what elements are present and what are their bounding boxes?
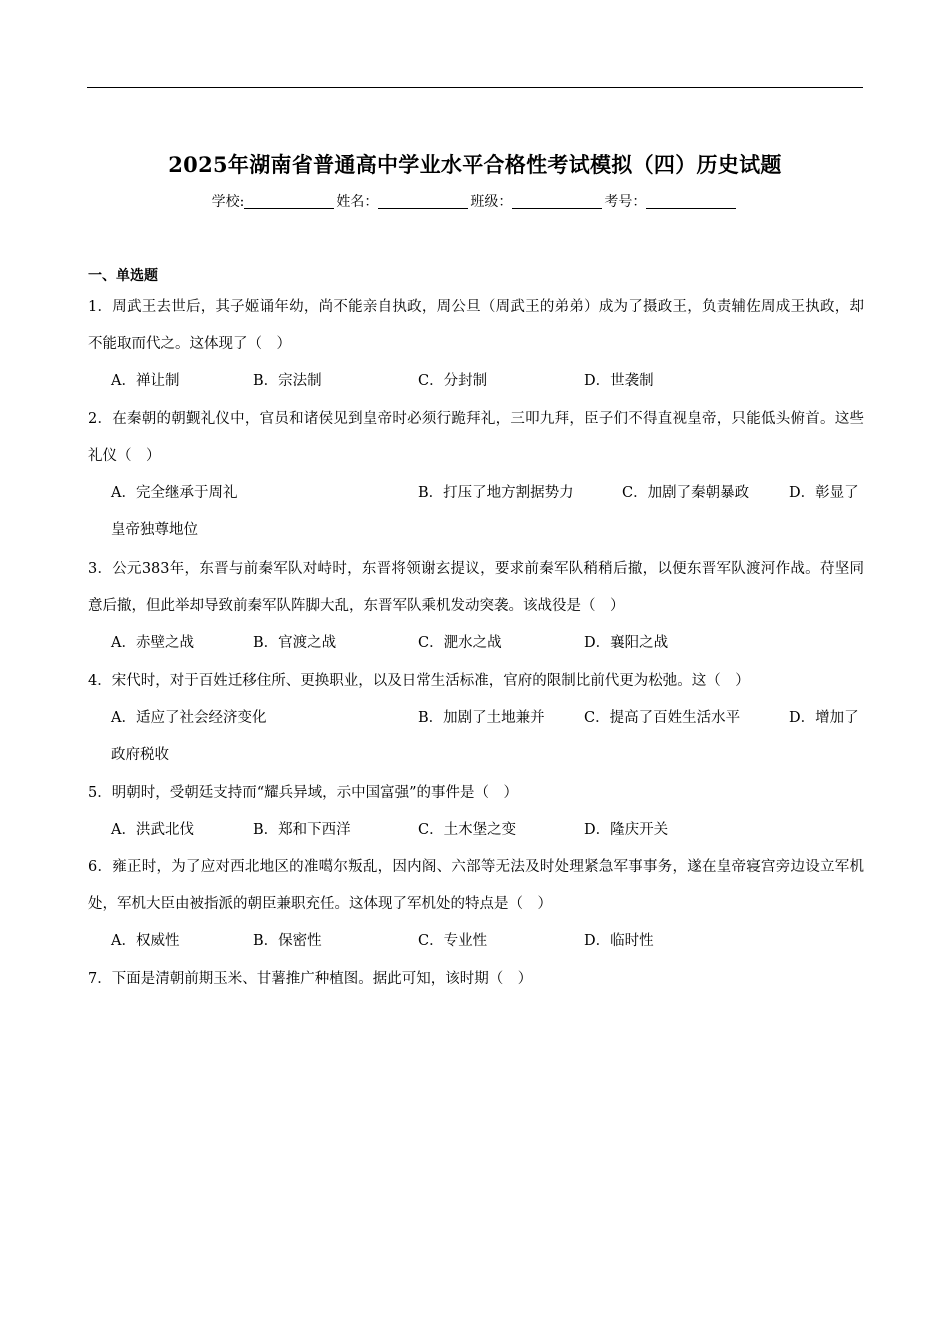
option-a[interactable]: A．适应了社会经济变化	[111, 710, 267, 726]
question-1	[88, 289, 864, 400]
question-4-options	[88, 700, 864, 737]
name-label: 姓名：	[336, 194, 379, 210]
option-c[interactable]: C．土木堡之变	[418, 822, 517, 838]
question-2	[88, 401, 864, 549]
question-6	[88, 849, 864, 960]
option-b[interactable]: B．官渡之战	[253, 635, 337, 651]
option-d-continuation: 政府税收	[111, 747, 169, 763]
option-a[interactable]: A．完全继承于周礼	[111, 485, 238, 501]
option-b[interactable]: B．保密性	[253, 933, 322, 949]
option-a[interactable]: A．权威性	[111, 933, 180, 949]
option-d[interactable]: D．临时性	[584, 933, 654, 949]
option-d[interactable]: D．襄阳之战	[584, 635, 669, 651]
question-7-stem: 7．下面是清朝前期玉米、甘薯推广种植图。据此可知，该时期（ ）	[88, 971, 533, 987]
question-7	[88, 961, 864, 998]
header-rule	[87, 87, 863, 88]
question-5-options	[88, 812, 864, 849]
section-heading: 一、单选题	[88, 268, 158, 284]
option-c[interactable]: C．加剧了秦朝暴政	[622, 485, 750, 501]
question-6-stem: 6．雍正时，为了应对西北地区的准噶尔叛乱，因内阁、六部等无法及时处理紧急军事事务，遂在皇帝寝宫旁边设立军机处，军机大臣由被指派的朝臣兼职充任。这体现了军机处的特点是（ ）	[88, 859, 864, 912]
question-5	[88, 775, 864, 849]
school-blank[interactable]	[244, 194, 334, 209]
option-a[interactable]: A．洪武北伐	[111, 822, 194, 838]
name-blank[interactable]	[378, 194, 468, 209]
option-d[interactable]: D．彰显了	[789, 485, 859, 501]
exam-number-label: 考号：	[604, 194, 647, 210]
option-d[interactable]: D．世袭制	[584, 373, 654, 389]
question-2-options	[88, 475, 864, 512]
question-5-stem: 5．明朝时，受朝廷支持而“耀兵异域，示中国富强”的事件是（ ）	[88, 785, 519, 801]
option-a[interactable]: A．赤壁之战	[111, 635, 194, 651]
option-c[interactable]: C．分封制	[418, 373, 488, 389]
question-3	[88, 551, 864, 662]
question-1-stem: 1．周武王去世后，其子姬诵年幼，尚不能亲自执政，周公旦（周武王的弟弟）成为了摄政王，负责辅佐周成王执政，却不能取而代之。这体现了（ ）	[88, 299, 864, 352]
class-label: 班级：	[470, 194, 513, 210]
question-1-options	[88, 363, 864, 400]
question-6-options	[88, 923, 864, 960]
school-label: 学校:	[211, 194, 245, 210]
question-2-stem: 2．在秦朝的朝觐礼仪中，官员和诸侯见到皇帝时必须行跪拜礼，三叩九拜，臣子们不得直视皇帝，只能低头俯首。这些礼仪（ ）	[88, 411, 864, 464]
question-4-stem: 4．宋代时，对于百姓迁移住所、更换职业，以及日常生活标准，官府的限制比前代更为松弛。这（ ）	[88, 673, 750, 689]
option-b[interactable]: B．宗法制	[253, 373, 322, 389]
exam-number-blank[interactable]	[646, 194, 736, 209]
question-3-options	[88, 625, 864, 662]
option-b[interactable]: B．加剧了土地兼并	[418, 710, 545, 726]
class-blank[interactable]	[512, 194, 602, 209]
option-b[interactable]: B．打压了地方割据势力	[418, 485, 574, 501]
option-d-continuation: 皇帝独尊地位	[111, 522, 198, 538]
student-info-line	[87, 192, 863, 212]
option-c[interactable]: C．淝水之战	[418, 635, 502, 651]
question-4	[88, 663, 864, 774]
question-3-stem: 3．公元383年，东晋与前秦军队对峙时，东晋将领谢玄提议，要求前秦军队稍稍后撤，以便东晋军队渡河作战。苻坚同意后撤，但此举却导致前秦军队阵脚大乱，东晋军队乘机发动突袭。该战役是（ ）	[88, 561, 864, 614]
option-b[interactable]: B．郑和下西洋	[253, 822, 351, 838]
option-a[interactable]: A．禅让制	[111, 373, 180, 389]
exam-title: 2025年湖南省普通高中学业水平合格性考试模拟（四）历史试题	[168, 152, 782, 177]
option-d[interactable]: D．隆庆开关	[584, 822, 669, 838]
option-c[interactable]: C．专业性	[418, 933, 488, 949]
option-c[interactable]: C．提高了百姓生活水平	[584, 710, 741, 726]
option-d[interactable]: D．增加了	[789, 710, 859, 726]
